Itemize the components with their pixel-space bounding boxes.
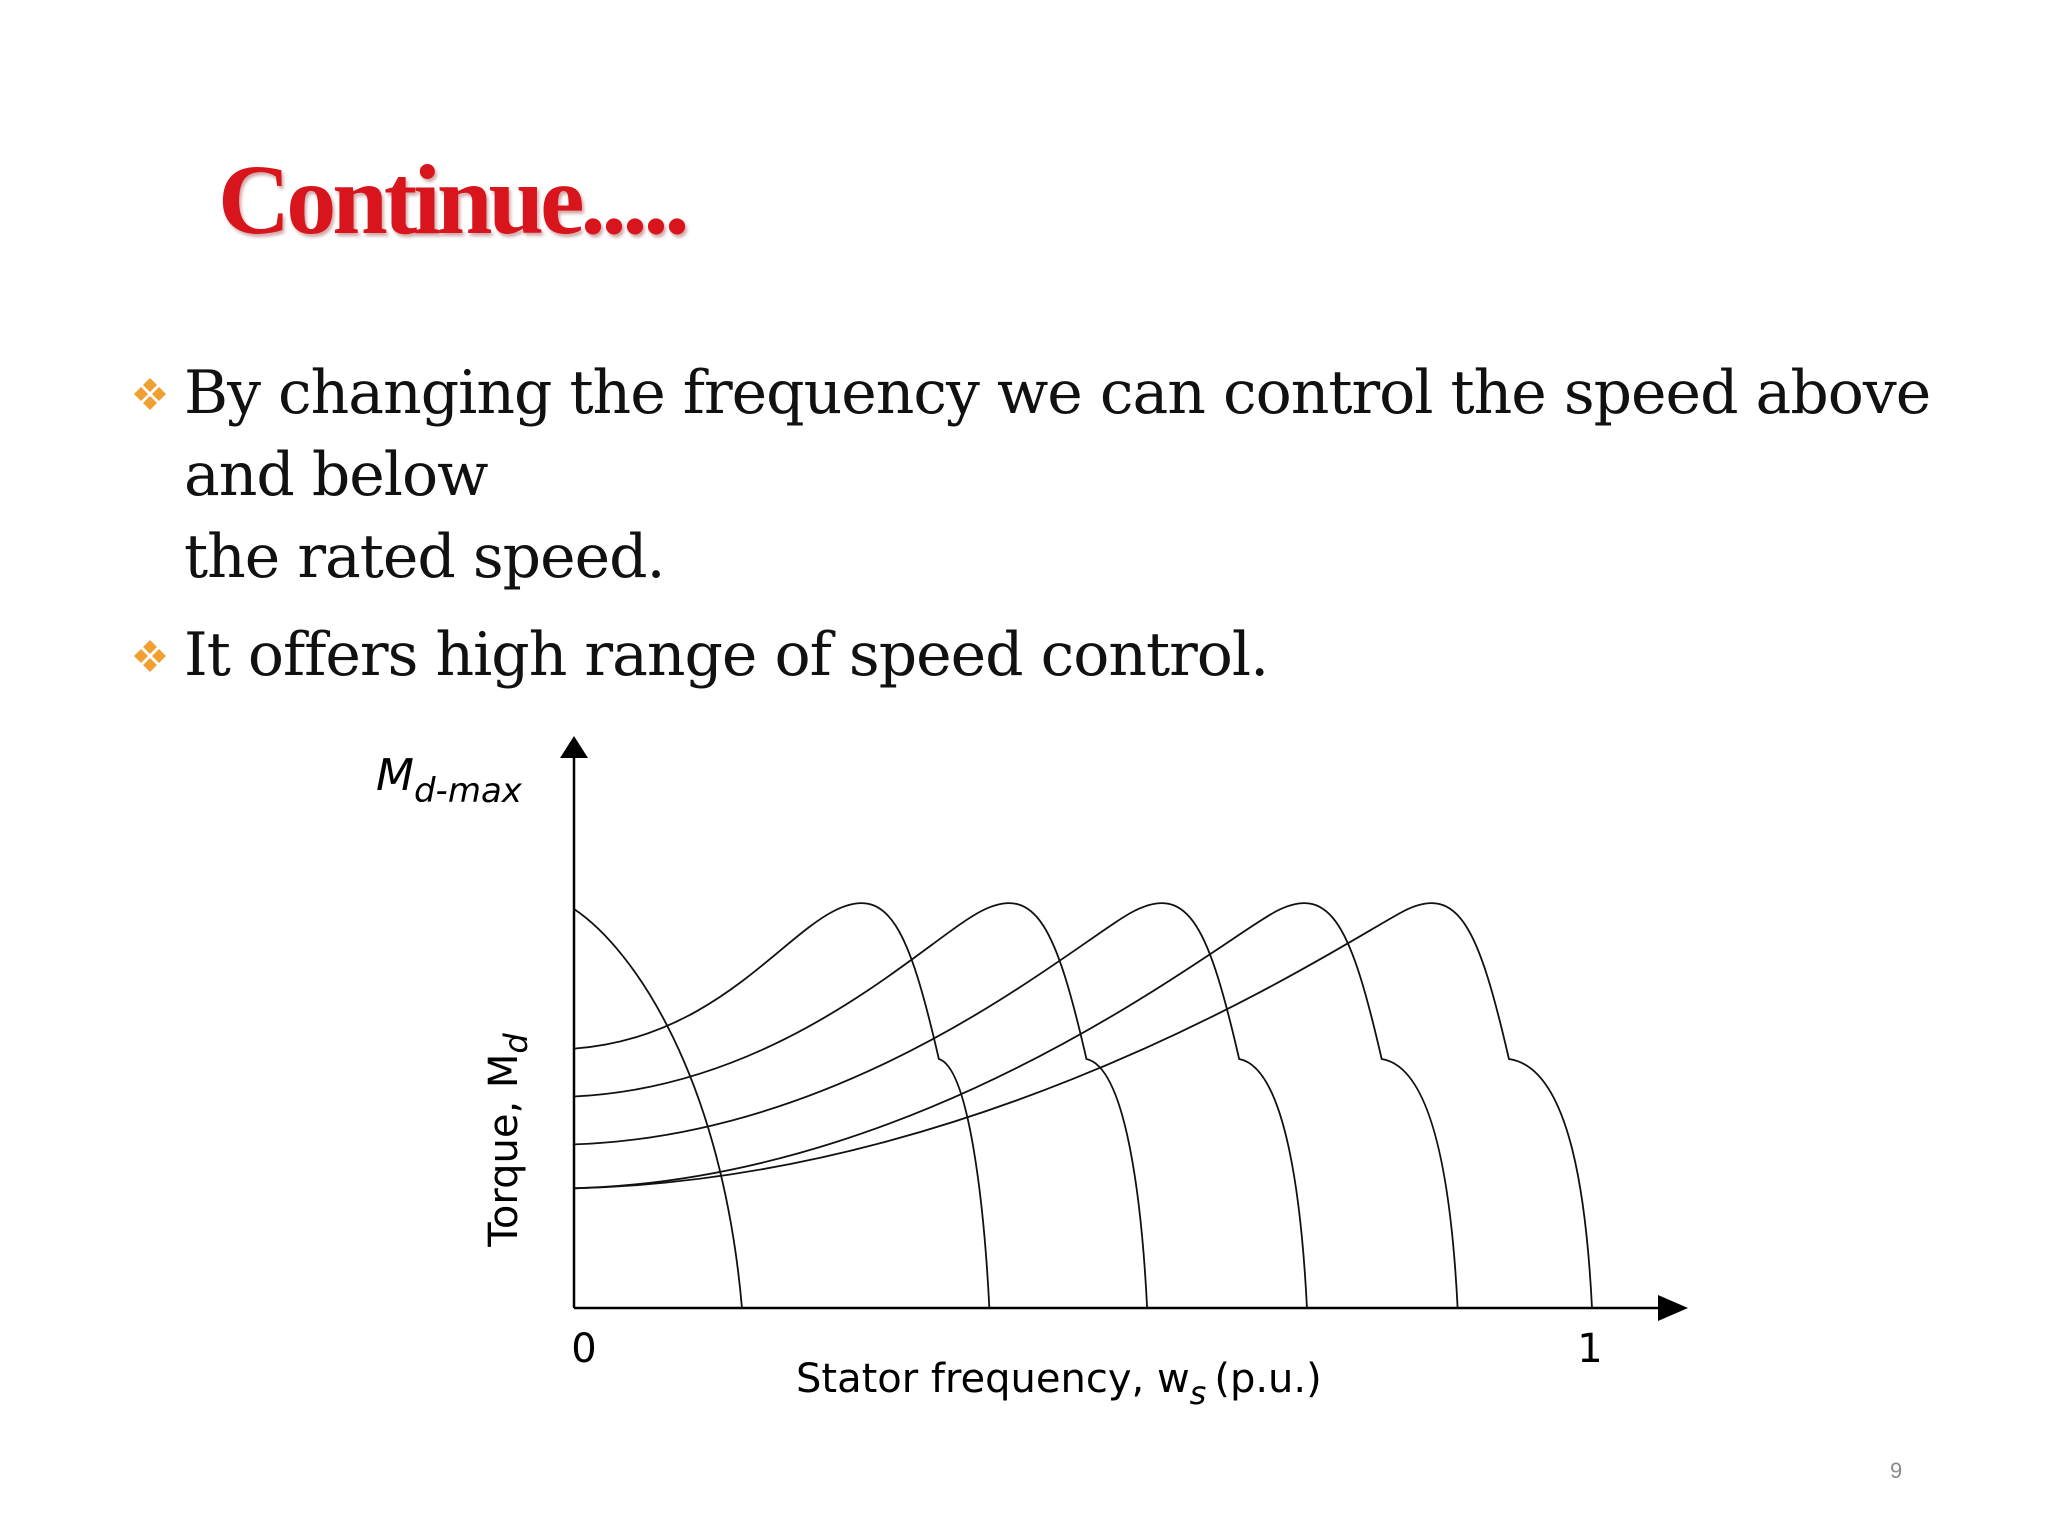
torque-curve-4 [574,903,1307,1308]
y-axis-title [481,1033,535,1248]
y-top-label-main: M [376,750,414,801]
x-tick-label-1: 1 [1577,1326,1603,1372]
bullet-text [184,614,1268,696]
slide-title: Continue..... [218,144,686,255]
four-diamond-bullet-icon [128,352,172,434]
y-top-label [376,750,523,811]
y-axis-arrow [560,736,588,758]
torque-curve-6 [574,903,1592,1308]
x-axis-title-main: Stator frequency, w [796,1356,1190,1402]
x-axis-title [796,1356,1322,1412]
y-top-label-sub: d-max [413,771,522,811]
bullet-line: and below [184,440,488,510]
torque-curve-1 [574,909,742,1308]
chart-svg [180,700,1740,1460]
torque-curve-3 [574,903,1147,1308]
torque-curve-5 [574,903,1458,1308]
x-axis-title-unit: (p.u.) [1214,1356,1322,1402]
x-axis-title-sub: s [1189,1374,1207,1412]
bullet-line: It offers high range of speed control. [184,620,1269,690]
torque-frequency-chart [180,700,1740,1460]
x-tick-label-0: 0 [571,1326,597,1372]
bullet-text [184,352,1930,598]
page-number: 9 [1890,1458,1903,1483]
y-axis-title-main: Torque, M [481,1053,527,1247]
y-axis-title-sub: d [497,1033,535,1054]
x-axis-arrow [1658,1295,1688,1321]
bullet-line: By changing the frequency we can control the speed above [184,358,1931,428]
bullet-line: the rated speed. [184,522,665,592]
chart-curves [574,903,1592,1308]
four-diamond-bullet-icon [128,614,172,696]
